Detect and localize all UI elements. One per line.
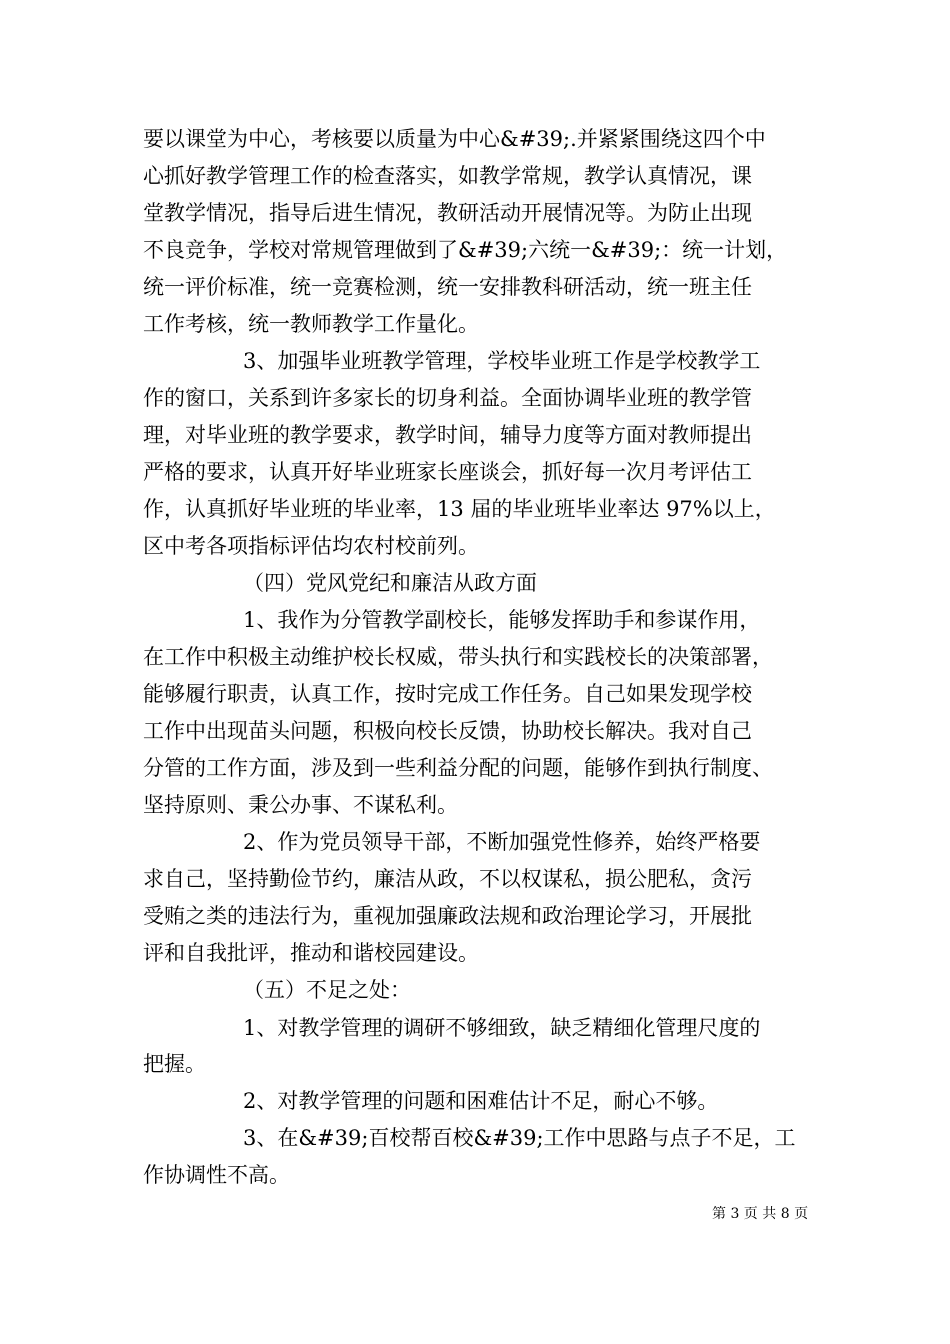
- text-line: 受贿之类的违法行为，重视加强廉政法规和政治理论学习，开展批: [143, 904, 752, 928]
- text-line: 求自己，坚持勤俭节约，廉洁从政，不以权谋私，损公肥私，贪污: [143, 867, 752, 891]
- text-line: 1、对教学管理的调研不够细致，缺乏精细化管理尺度的: [243, 1016, 761, 1040]
- text-line: 作的窗口，关系到许多家长的切身利益。全面协调毕业班的教学管: [143, 386, 752, 410]
- text-line: 2、作为党员领导干部，不断加强党性修养，始终严格要: [243, 830, 761, 854]
- text-line: 2、对教学管理的问题和困难估计不足，耐心不够。: [243, 1089, 719, 1113]
- text-line: 在工作中积极主动维护校长权威，带头执行和实践校长的决策部署，: [143, 645, 773, 669]
- text-line: 能够履行职责，认真工作，按时完成工作任务。自己如果发现学校: [143, 682, 752, 706]
- section-heading: （四）党风党纪和廉洁从政方面: [243, 571, 537, 595]
- text-line: 统一评价标准，统一竞赛检测，统一安排教科研活动，统一班主任: [143, 275, 752, 299]
- text-line: 严格的要求，认真开好毕业班家长座谈会，抓好每一次月考评估工: [143, 460, 752, 484]
- text-line: 理，对毕业班的教学要求，教学时间，辅导力度等方面对教师提出: [143, 423, 752, 447]
- text-line: 1、我作为分管教学副校长，能够发挥助手和参谋作用，: [243, 608, 761, 632]
- text-line: 堂教学情况，指导后进生情况，教研活动开展情况等。为防止出现: [143, 201, 752, 225]
- text-line: 作协调性不高。: [143, 1163, 290, 1187]
- text-line: 工作中出现苗头问题，积极向校长反馈，协助校长解决。我对自己: [143, 719, 752, 743]
- text-line: 作，认真抓好毕业班的毕业率，13 届的毕业班毕业率达 97%以上，: [143, 497, 776, 521]
- page-number: 第 3 页 共 8 页: [712, 1206, 809, 1222]
- text-line: 分管的工作方面，涉及到一些利益分配的问题，能够作到执行制度、: [143, 756, 773, 780]
- text-line: 把握。: [143, 1052, 206, 1076]
- text-line: 3、加强毕业班教学管理，学校毕业班工作是学校教学工: [243, 349, 761, 373]
- text-line: 要以课堂为中心，考核要以质量为中心&#39;.并紧紧围绕这四个中: [143, 127, 766, 151]
- text-line: 3、在&#39;百校帮百校&#39;工作中思路与点子不足，工: [243, 1126, 796, 1150]
- text-line: 不良竞争，学校对常规管理做到了&#39;六统一&#39;：统一计划，: [143, 238, 788, 262]
- text-line: 心抓好教学管理工作的检查落实，如教学常规，教学认真情况，课: [143, 164, 752, 188]
- text-line: 区中考各项指标评估均农村校前列。: [143, 534, 479, 558]
- text-line: 评和自我批评，推动和谐校园建设。: [143, 941, 479, 965]
- section-heading: （五）不足之处：: [243, 978, 411, 1002]
- text-line: 工作考核，统一教师教学工作量化。: [143, 312, 479, 336]
- text-line: 坚持原则、秉公办事、不谋私利。: [143, 793, 458, 817]
